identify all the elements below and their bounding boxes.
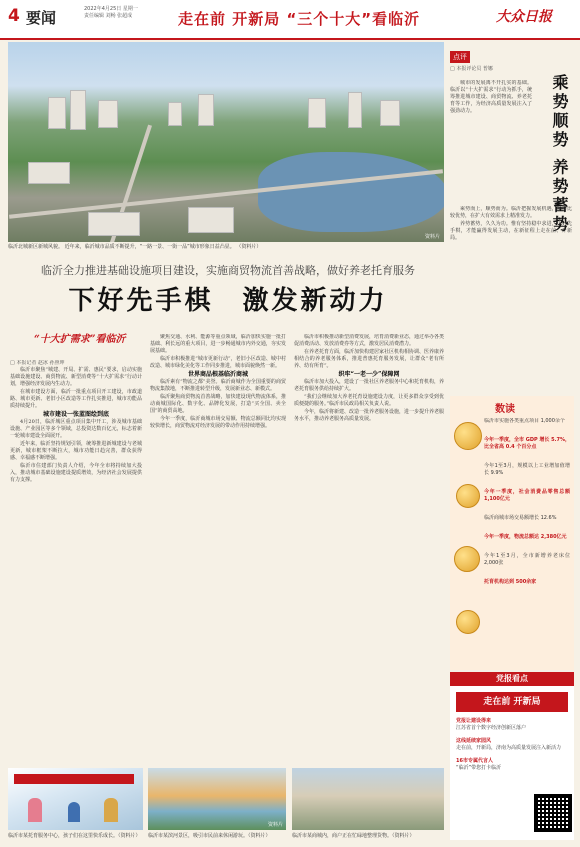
data-item: 今年一季度，全市 GDP 增长 5.7%，比全省高 0.4 个百分点 bbox=[484, 437, 570, 450]
page-header bbox=[0, 0, 580, 40]
byline: □ 本报记者 赵冰 孙照坤 bbox=[10, 360, 65, 366]
coin-icon bbox=[456, 484, 480, 508]
commentary-tag: 点评 bbox=[450, 51, 470, 63]
section-subhead: 世界商品根基临沂商城 bbox=[187, 371, 248, 378]
subtitle: 临沂全力推进基础设施项目建设，实施商贸物流首善战略，做好养老托育服务 bbox=[41, 264, 415, 277]
news-item[interactable] bbox=[456, 758, 530, 772]
photo-credit: 资料片 bbox=[267, 822, 283, 828]
person bbox=[68, 802, 80, 822]
article-column-2 bbox=[150, 334, 286, 764]
building bbox=[70, 90, 86, 130]
data-item: 今年1至3月，规模以上工业增加值增长 9.9% bbox=[484, 463, 570, 476]
headline: 下好先手棋 激发新动力 bbox=[68, 286, 388, 316]
person bbox=[28, 798, 42, 822]
main-photo-caption: 临沂北城新区新城风貌。 近年来，临沂城市品质不断提升，“一路一景、一街一品”城市形象日益凸显。 （资料片） bbox=[8, 244, 262, 250]
news-item-title: 党报让建设得来 bbox=[456, 718, 492, 724]
photo-credit: 资料片 bbox=[424, 234, 440, 240]
commentary-body-top bbox=[450, 80, 532, 200]
photo-caption: 临沂市某托育服务中心，孩子们在这里快乐成长。（资料片） bbox=[8, 833, 141, 839]
building bbox=[308, 98, 326, 128]
paragraph: 乘势而上，顺势而为。临沂把握发展机遇，发挥比较优势，在扩大有效需求上精准发力。 bbox=[450, 206, 572, 219]
paragraph: 城市的发展离不开扎实的基础。临沂以“十大扩需求”行动为抓手，统筹推进城市建设、商贸物流、养老托育等工作，为经济高质量发展注入了强劲动力。 bbox=[450, 80, 532, 114]
kicker: “十大扩需求”看临沂 bbox=[34, 334, 126, 345]
person bbox=[104, 798, 118, 822]
page-slogan: 走在前 开新局 “三个十大”看临沂 bbox=[178, 10, 421, 28]
data-item: 临沂商城市场交易额增长 12.6% bbox=[484, 515, 557, 521]
waterpark-photo bbox=[148, 768, 286, 830]
section-subhead: 城市建设一张蓝图绘到底 bbox=[42, 411, 109, 418]
coin-icon bbox=[456, 610, 480, 634]
building bbox=[98, 100, 118, 128]
news-item[interactable] bbox=[456, 718, 568, 732]
coin-icon bbox=[454, 422, 482, 450]
sign bbox=[14, 774, 134, 784]
building bbox=[188, 207, 234, 233]
data-list bbox=[484, 418, 570, 668]
article-column-3 bbox=[294, 334, 444, 764]
main-aerial-photo bbox=[8, 42, 444, 242]
paragraph: 临沂市聚焦“城建、开局、扩需、惠民”要求，启动实施基础设施建设、商贸物流、新型消费等“十大扩需求”行动计划，增强经济发展内生动力。 bbox=[10, 367, 142, 387]
news-ad-banner: 走在前 开新局 bbox=[456, 692, 568, 712]
paragraph: 临沂市加大投入，建设了一批社区养老服务中心和托育机构，养老托育服务供给持续扩大。 bbox=[294, 379, 444, 392]
commentary-body bbox=[450, 206, 572, 392]
photo-caption: 临沂市某商城内，商户正在忙碌地整理货物。（资料片） bbox=[292, 833, 415, 839]
childcare-photo bbox=[8, 768, 143, 830]
paragraph: 临沂市积极推进“城市更新行动”，老旧小区改造、城中村改造、城市绿化美化等工作同步推进，城市面貌焕然一新。 bbox=[150, 356, 286, 369]
news-item-text: “临沂”带您打卡临沂 bbox=[456, 765, 502, 771]
data-item: 今年一季度，社会消费品零售总额 1,100亿元 bbox=[484, 489, 570, 502]
market-photo bbox=[292, 768, 444, 830]
news-banner: 党报看点 bbox=[450, 672, 574, 686]
building bbox=[28, 162, 70, 184]
paragraph: 近年来，临沂坚持规划引领，统筹推进新城建设与老城更新，城市框架不断拉大，城市功能日趋完善，群众获得感、幸福感不断增强。 bbox=[10, 441, 142, 461]
coin-icon bbox=[454, 546, 480, 572]
data-item: 今年1至3月，全市新增养老床位 2,000张 bbox=[484, 553, 570, 566]
paragraph: “我们会继续加大养老托育设施建设力度，让更多群众享受到优质便捷的服务。”临沂市民政局相关负责人说。 bbox=[294, 394, 444, 407]
paragraph: 4月20日，临沂城区重点项目集中开工，涉及城市基础设施、产业园区等多个领域，总投资达数百亿元，标志着新一轮城市建设全面展开。 bbox=[10, 419, 142, 439]
newspaper-logo: 大众日报 bbox=[496, 9, 552, 25]
building bbox=[198, 94, 214, 126]
paragraph: 养势蓄势，久久为功。惟有坚持稳中求进，下好先手棋，才能赢得发展主动，在新征程上走在前、开新局。 bbox=[450, 221, 572, 241]
news-item-text: 江苏省首个数字经济创新区落户 bbox=[456, 725, 527, 731]
commentary-title: 乘势顺势 养势蓄势 bbox=[550, 74, 569, 235]
building bbox=[168, 102, 182, 126]
data-item: 临沂市实施各类重点项目 1,000余个 bbox=[484, 418, 565, 424]
news-item[interactable] bbox=[456, 738, 568, 752]
paragraph: 临沂聚焦商贸物流首善战略，加快建设现代物流体系，推动商城国际化、数字化、品牌化发展，打造“买全国、卖全国”的商贸高地。 bbox=[150, 394, 286, 414]
issue-date: 2022年4月25日 星期一 bbox=[84, 6, 138, 12]
news-item-title: 这线延续家园风 bbox=[456, 738, 492, 744]
photo-caption: 临沂市某滨河景区，吸引市民前来休闲游玩。（资料片） bbox=[148, 833, 271, 839]
commentary-byline: □ 本报评论员 普娜 bbox=[450, 66, 493, 72]
news-item-title: 16市专属代言人 bbox=[456, 758, 493, 764]
section-name: 要闻 bbox=[26, 9, 57, 27]
building bbox=[88, 212, 140, 236]
editor-line: 责任编辑 刘畅 张超成 bbox=[84, 13, 133, 19]
data-item: 今年一季度，物流总额达 2,380亿元 bbox=[484, 534, 567, 540]
page-number: 4 bbox=[8, 6, 20, 26]
paragraph: 今年，临沂将新建、改造一批养老服务设施，进一步提升养老服务水平，推动养老服务高质量发展。 bbox=[294, 409, 444, 422]
building bbox=[348, 92, 362, 128]
qr-code-icon[interactable] bbox=[534, 794, 572, 832]
issue-meta bbox=[84, 6, 138, 20]
building bbox=[380, 100, 400, 126]
paragraph: 临沂素有“物流之都”美誉。临沂商城作为全国重要的商贸物流集散地，不断推进转型升级，发展新业态、新模式。 bbox=[150, 379, 286, 392]
paragraph: 今年一季度，临沂商城市场交易额、物流总额同比均实现较快增长，商贸物流对经济发展的带动作用持续增强。 bbox=[150, 416, 286, 429]
news-list bbox=[456, 718, 568, 772]
commentary-header bbox=[450, 44, 493, 72]
paragraph: 临沂市积极推动新型消费发展，培育消费新业态，通过举办各类促消费活动、发放消费券等方式，激发居民消费潜力。 bbox=[294, 334, 444, 347]
building bbox=[48, 97, 66, 129]
paragraph: 在养老托育方面，临沂加快构建居家社区机构相协调、医养康养相结合的养老服务体系，推进普惠托育服务发展，让群众“老有所养、幼有所育”。 bbox=[294, 349, 444, 369]
data-item: 托育机构达到 500余家 bbox=[484, 579, 537, 585]
river bbox=[258, 152, 444, 232]
section-subhead: 织牢“一老一少”保障网 bbox=[338, 371, 400, 378]
article-column-1 bbox=[10, 360, 142, 764]
paragraph: 临沂市住建部门负责人介绍，今年全市将持续加大投入，推动城市基础设施建设提质增效，为经济社会发展提供有力支撑。 bbox=[10, 463, 142, 483]
paragraph: 在城市建设方面，临沂一批重点项目开工建设，市政道路、城市更新、老旧小区改造等工作扎实推进，城市功能品质持续提升。 bbox=[10, 389, 142, 409]
paragraph: 聚焦交通、水利、能源等重点领域，临沂加快实施一批打基础、利长远的重大项目，进一步畅通城市内外交通，夯实发展基础。 bbox=[150, 334, 286, 354]
news-item-text: 走在前，开新局，济南为高质量发展注入新活力 bbox=[456, 745, 562, 751]
data-panel-title: 数读 bbox=[495, 404, 515, 415]
